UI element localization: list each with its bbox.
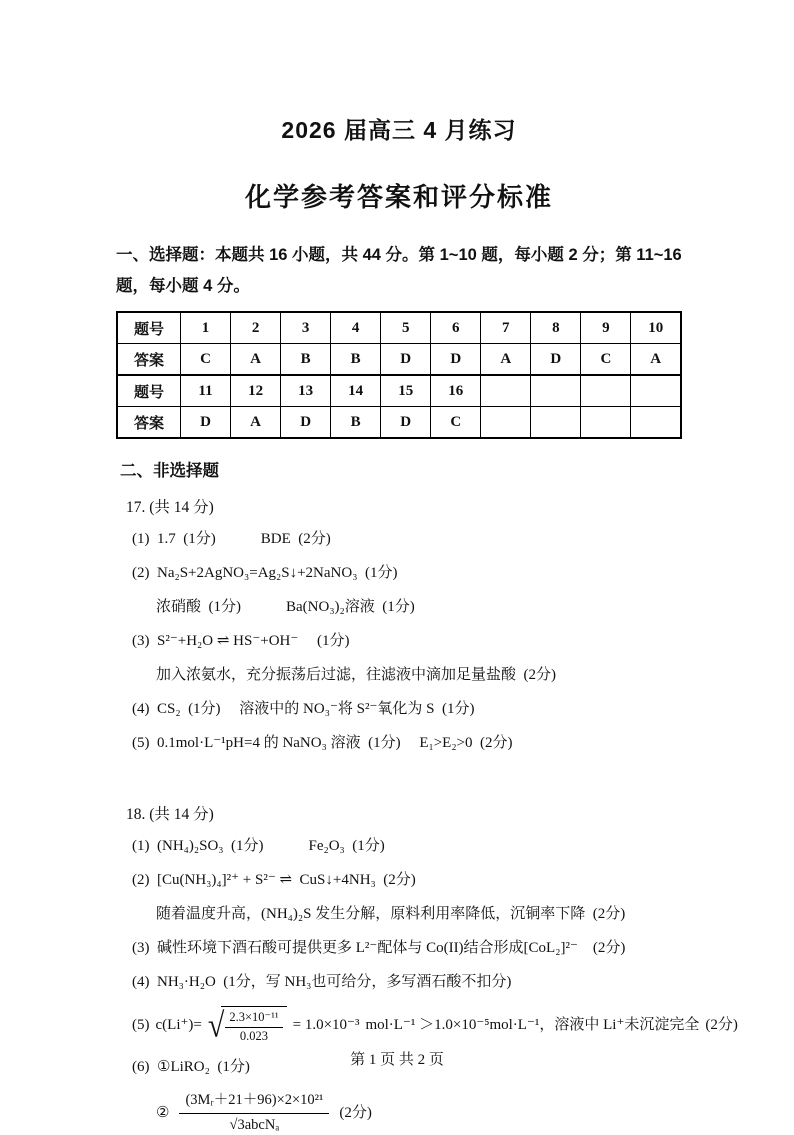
table-cell: D [381,344,431,376]
table-cell: A [631,344,681,376]
answer-line-18-5 [116,1006,738,1045]
sqrt-expression [208,1006,287,1044]
table-cell [631,407,681,439]
answer-line-17-3: (3) S²⁻+H₂O ⇌ HS⁻+OH⁻ (1分) [132,633,350,650]
table-cell: B [331,407,381,439]
fraction-numerator: 2.3×10⁻¹¹ [225,1010,282,1028]
table-cell: 3 [281,312,331,344]
question-18-heading: 18. (共 14 分) [126,806,214,824]
table-cell: 10 [631,312,681,344]
formula-lead: c(Li⁺)= [155,1016,202,1033]
answer-line-17-4: (4) CS₂ (1分) 溶液中的 NO₃⁻将 S²⁻氧化为 S (1分) [132,701,475,718]
fraction-denominator: √3abcNₐ [229,1116,280,1133]
table-cell: 12 [231,375,281,407]
answer-line-18-3: (3) 碱性环境下酒石酸可提供更多 L²⁻配体与 Co(II)结合形成[CoL₂]²⁻ (2分) [132,940,626,957]
table-row-qnum-1 [117,312,681,344]
table-cell: D [531,344,581,376]
section-2-heading: 二、非选择题 [120,462,219,481]
formula-tail: mol·L⁻¹ ＞1.0×10⁻⁵mol·L⁻¹，溶液中 Li⁺未沉淀完全 [365,1016,700,1033]
table-cell: 6 [431,312,481,344]
table-cell: D [181,407,231,439]
table-header-cell: 题号 [117,375,181,407]
answer-table [116,311,682,439]
item-number: (5) [132,1016,150,1033]
radical-sign: √ [207,1006,225,1045]
table-cell: D [281,407,331,439]
table-header-cell: 题号 [117,312,181,344]
score-label: (2分) [705,1016,738,1033]
table-cell: 16 [431,375,481,407]
fraction [225,1010,282,1044]
answer-line-17-2b: 浓硝酸 (1分) Ba(NO₃)₂溶液 (1分) [156,599,415,616]
answer-line-17-2: (2) Na₂S+2AgNO₃=Ag₂S↓+2NaNO₃ (1分) [132,565,398,582]
table-cell: 13 [281,375,331,407]
table-cell: A [231,407,281,439]
answer-line-18-6b [116,1091,682,1135]
answer-line-18-2b: 随着温度升高，(NH₄)₂S 发生分解，原料利用率降低，沉铜率下降 (2分) [156,906,626,923]
table-cell: 5 [381,312,431,344]
table-cell [631,375,681,407]
table-cell: C [581,344,631,376]
answer-line-18-6a: (6) ①LiRO₂ (1分) [132,1059,250,1076]
table-cell: 14 [331,375,381,407]
table-cell: 9 [581,312,631,344]
section-1-heading: 一、选择题：本题共 16 小题，共 44 分。第 1~10 题，每小题 2 分；第 11~16 题，每小题 4 分。 [116,246,687,295]
table-cell: D [431,344,481,376]
score-label: (2分) [339,1104,372,1121]
table-cell: C [181,344,231,376]
table-cell [531,407,581,439]
table-cell: 15 [381,375,431,407]
table-cell: 4 [331,312,381,344]
table-cell [581,375,631,407]
fraction-denominator: 0.023 [239,1028,269,1043]
table-cell: C [431,407,481,439]
table-cell: 8 [531,312,581,344]
table-header-cell: 答案 [117,344,181,376]
table-cell: D [381,407,431,439]
answer-line-17-5: (5) 0.1mol·L⁻¹pH=4 的 NaNO₃ 溶液 (1分) E₁>E₂>0 (2分) [132,735,513,752]
table-cell [581,407,631,439]
answer-line-18-1: (1) (NH₄)₂SO₃ (1分) Fe₂O₃ (1分) [132,838,385,855]
doc-subtitle: 化学参考答案和评分标准 [244,182,553,212]
page-footer: 第 1 页 共 2 页 [350,1052,444,1068]
question-17-heading: 17. (共 14 分) [126,499,214,517]
table-row-answer-1 [117,344,681,376]
answer-line-18-2: (2) [Cu(NH₃)₄]²⁺ + S²⁻ ⇌ CuS↓+4NH₃ (2分) [132,872,416,889]
table-cell: 2 [231,312,281,344]
table-cell: B [331,344,381,376]
formula-result: = 1.0×10⁻³ [292,1016,360,1033]
doc-title: 2026 届高三 4 月练习 [281,117,517,143]
answer-line-18-4: (4) NH₃·H₂O (1分，写 NH₃也可给分，多写酒石酸不扣分) [132,974,512,991]
table-cell: 11 [181,375,231,407]
fraction [179,1091,329,1135]
table-row-qnum-2 [117,375,681,407]
table-cell: 1 [181,312,231,344]
table-cell [481,407,531,439]
table-cell: A [481,344,531,376]
table-row-answer-2 [117,407,681,439]
table-cell [531,375,581,407]
answer-line-17-1: (1) 1.7 (1分) BDE (2分) [132,531,331,548]
table-cell: B [281,344,331,376]
answer-line-17-3b: 加入浓氨水，充分振荡后过滤，往滤液中滴加足量盐酸 (2分) [156,667,556,684]
table-cell [481,375,531,407]
table-cell: A [231,344,281,376]
radicand [221,1006,286,1044]
fraction-numerator: (3Mᵣ＋21＋96)×2×10²¹ [179,1091,329,1114]
item-number: ② [156,1104,170,1121]
table-cell: 7 [481,312,531,344]
table-header-cell: 答案 [117,407,181,439]
